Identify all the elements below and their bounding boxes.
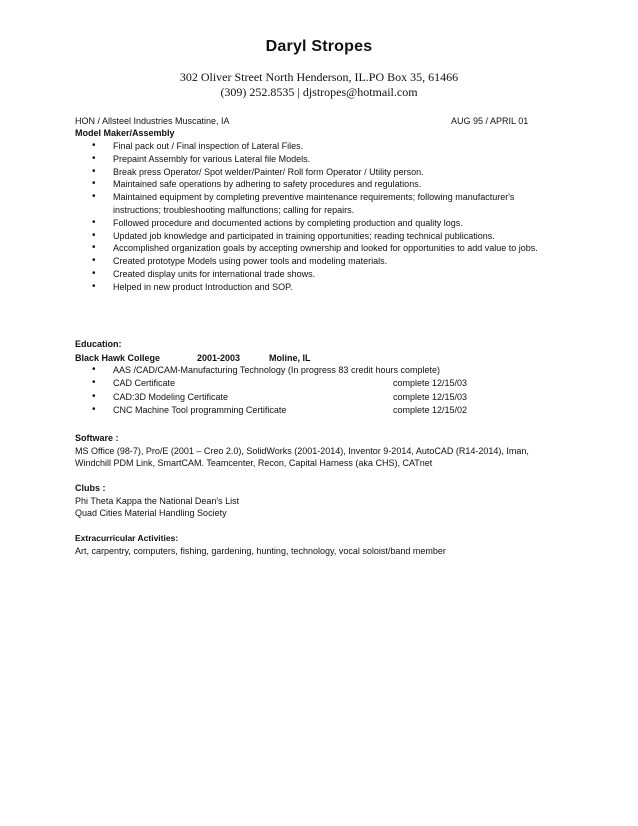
education-item: • CNC Machine Tool programming Certificate complete 12/15/02 [92, 403, 468, 415]
clubs-heading: Clubs : [75, 483, 106, 493]
software-line-2: Windchill PDM Link, SmartCAM. Teamcenter, Recon, Capital Harness (aka CHS), CATnet [75, 458, 433, 468]
list-item: • Prepaint Assembly for various Lateral file Models. [92, 153, 558, 166]
job-title: Model Maker/Assembly [75, 128, 175, 138]
contact-line: (309) 252.8535 | djstropes@hotmail.com [220, 85, 418, 99]
list-item: • Helped in new product Introduction and SOP. [92, 281, 558, 294]
list-item: • Followed procedure and documented actions by completing production and quality logs. [92, 217, 558, 230]
school-years: 2001-2003 [197, 353, 241, 363]
list-item: • Created display units for international trade shows. [92, 268, 558, 281]
resume-name: Daryl Stropes [265, 38, 373, 55]
list-item: • Final pack out / Final inspection of Lateral Files. [92, 140, 558, 153]
education-list [92, 364, 512, 417]
list-item: • Created prototype Models using power tools and modeling materials. [92, 255, 558, 268]
education-item: • CAD:3D Modeling Certificate complete 12/15/03 [92, 390, 468, 402]
employer: HON / Allsteel Industries Muscatine, IA [75, 116, 230, 126]
club-item: Phi Theta Kappa the National Dean's List [75, 496, 240, 506]
address-line: 302 Oliver Street North Henderson, IL.PO Box 35, 61466 [179, 70, 459, 84]
club-item: Quad Cities Material Handling Society [75, 508, 227, 518]
list-item: • Maintained equipment by completing preventive maintenance requirements; following manufacturer's instructions; troubleshooting malfunctions; calling for repairs. [92, 191, 558, 217]
school-location: Moline, IL [269, 353, 311, 363]
extracurricular-text: Art, carpentry, computers, fishing, gardening, hunting, technology, vocal soloist/band member [75, 546, 446, 556]
education-heading: Education: [75, 339, 122, 349]
education-item: • AAS /CAD/CAM-Manufacturing Technology (In progress 83 credit hours complete) [92, 364, 440, 375]
list-item: • Maintained safe operations by adhering to safety procedures and regulations. [92, 178, 558, 191]
extracurricular-heading: Extracurricular Activities: [75, 533, 179, 543]
list-item: • Break press Operator/ Spot welder/Painter/ Roll form Operator / Utility person. [92, 166, 558, 179]
education-item: • CAD Certificate complete 12/15/03 [92, 377, 468, 389]
school-name: Black Hawk College [75, 353, 161, 363]
software-heading: Software : [75, 433, 119, 443]
list-item: • Updated job knowledge and participated in training opportunities; reading technical publications. [92, 230, 558, 243]
list-item: • Accomplished organization goals by accepting ownership and looked for opportunities to add value to jobs. [92, 242, 558, 255]
employment-dates: AUG 95 / APRIL 01 [451, 116, 529, 126]
software-line-1: MS Office (98-7), Pro/E (2001 – Creo 2.0), SolidWorks (2001-2014), Inventor 9-2014, AutoCAD (R14-2014), Iman, [75, 446, 529, 456]
experience-bullet-list [92, 140, 558, 294]
